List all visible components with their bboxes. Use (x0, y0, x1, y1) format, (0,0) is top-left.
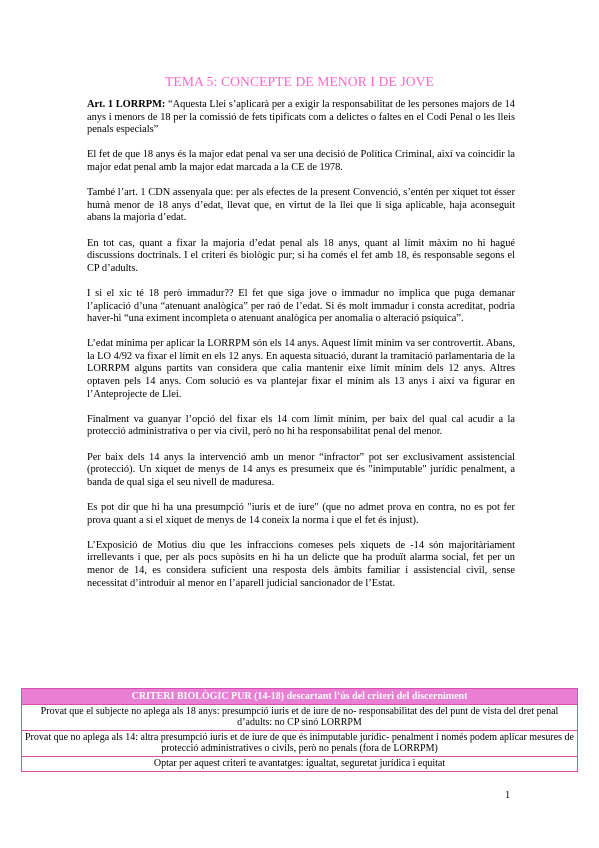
criteria-table-row: Provat que no aplega als 14: altra presumpció iuris et de iure de que és inimputable jurídic- penalment i només podem aplicar mesures de protecció administratives o civils, però no penals (fora de LORRPM) (22, 730, 578, 756)
paragraph-art1 (87, 99, 515, 137)
paragraph-lead: Art. 1 LORRPM: (87, 99, 166, 110)
criteria-table-header: CRITERI BIOLÒGIC PUR (14-18) descartant l’ús del criteri del discerniment (22, 689, 578, 705)
criteria-table-row: Optar per aquest criteri te avantatges: igualtat, seguretat jurídica i equitat (22, 756, 578, 771)
criteria-table-row: Provat que el subjecte no aplega als 18 anys: presumpció iuris et de iure de no- responsabilitat des del punt de vista del dret penal d’adults: no CP sinó LORRPM (22, 704, 578, 730)
paragraph: L’edat mínima per aplicar la LORRPM són els 14 anys. Aquest límit mínim va ser controvertit. Abans, la LO 4/92 va fixar el límit en els 12 anys. En aquesta situació, durant la tramitació parlamentaria de la LORRPM alguns partits van considera que calia mantenir eixe límit mínim dels 12 anys. Altres optaven pels 14 anys. Com solució es va plantejar fixar el mínim als 13 anys i així va figurar en l’Anteprojecte de Llei. (87, 338, 515, 400)
paragraph: En tot cas, quant a fixar la majoria d’edat penal als 18 anys, quant al límit màxim no hi hagué discussions doctrinals. I el criteri és biològic pur; si ha comés el fet amb 18, és responsable segons el CP d’adults. (87, 237, 515, 274)
paragraph: El fet de que 18 anys és la major edat penal va ser una decisió de Política Criminal, així va coincidir la major edat penal amb la major edat marcada a la CE de 1978. (87, 149, 515, 173)
document-body (87, 99, 515, 602)
paragraph: L’Exposició de Motius diu que les infraccions comeses pels xiquets de -14 són majoritàriament irrellevants i que, per als pocs supòsits en hi ha un delicte que ha produït alarma social, fet per un menor de 14, es considera suficient una resposta dels àmbits familiar i assistencial civil, sense necessitat d’introduir al menor en l’aparell judicial sancionador de l’Estat. (87, 539, 515, 589)
paragraph: Finalment va guanyar l’opció del fixar els 14 com límit mínim, per baix del qual cal acudir a la protecció administrativa o per via civil, però no hi ha responsabilitat penal del menor. (87, 413, 515, 438)
paragraph: Per baix dels 14 anys la intervenció amb un menor “infractor” pot ser exclusivament assistencial (protecció). Un xiquet de menys de 14 anys es presumeix que és "inimputable" jurídic penalment, a banda de qual siga el seu nivell de maduresa. (87, 451, 515, 488)
document-title: TEMA 5: CONCEPTE DE MENOR I DE JOVE (165, 74, 434, 89)
paragraph: Es pot dir que hi ha una presumpció "iuris et de iure" (que no admet prova en contra, no es pot fer prova quant a si el xiquet de menys de 14 coneix la norma i que el fet és injust). (87, 502, 515, 526)
paragraph: També l’art. 1 CDN assenyala que: per als efectes de la present Convenció, s’entén per xiquet tot ésser humà menor de 18 anys d’edat, llevat que, en virtut de la llei que li siga aplicable, haja aconseguit abans la majoria d’edat. (87, 187, 515, 224)
paragraph-text: “Aquesta Llei s’aplicarà per a exigir la responsabilitat de les persones majors de 14 anys i menors de 18 per la comissió de fets tipificats com a delictes o faltes en el Codi Penal o les lleis penals especials” (87, 99, 515, 136)
criteria-table (21, 688, 578, 772)
page-number: 1 (505, 790, 511, 801)
paragraph: I si el xic té 18 però immadur?? El fet que siga jove o immadur no implica que puga demanar l’aplicació d’una “atenuant analògica” per raó de l’edat. Si és molt immadur i consta acreditat, podria haver-hi “una eximent incompleta o atenuant analògica per anomalia o alteració psíquica”. (87, 287, 515, 325)
